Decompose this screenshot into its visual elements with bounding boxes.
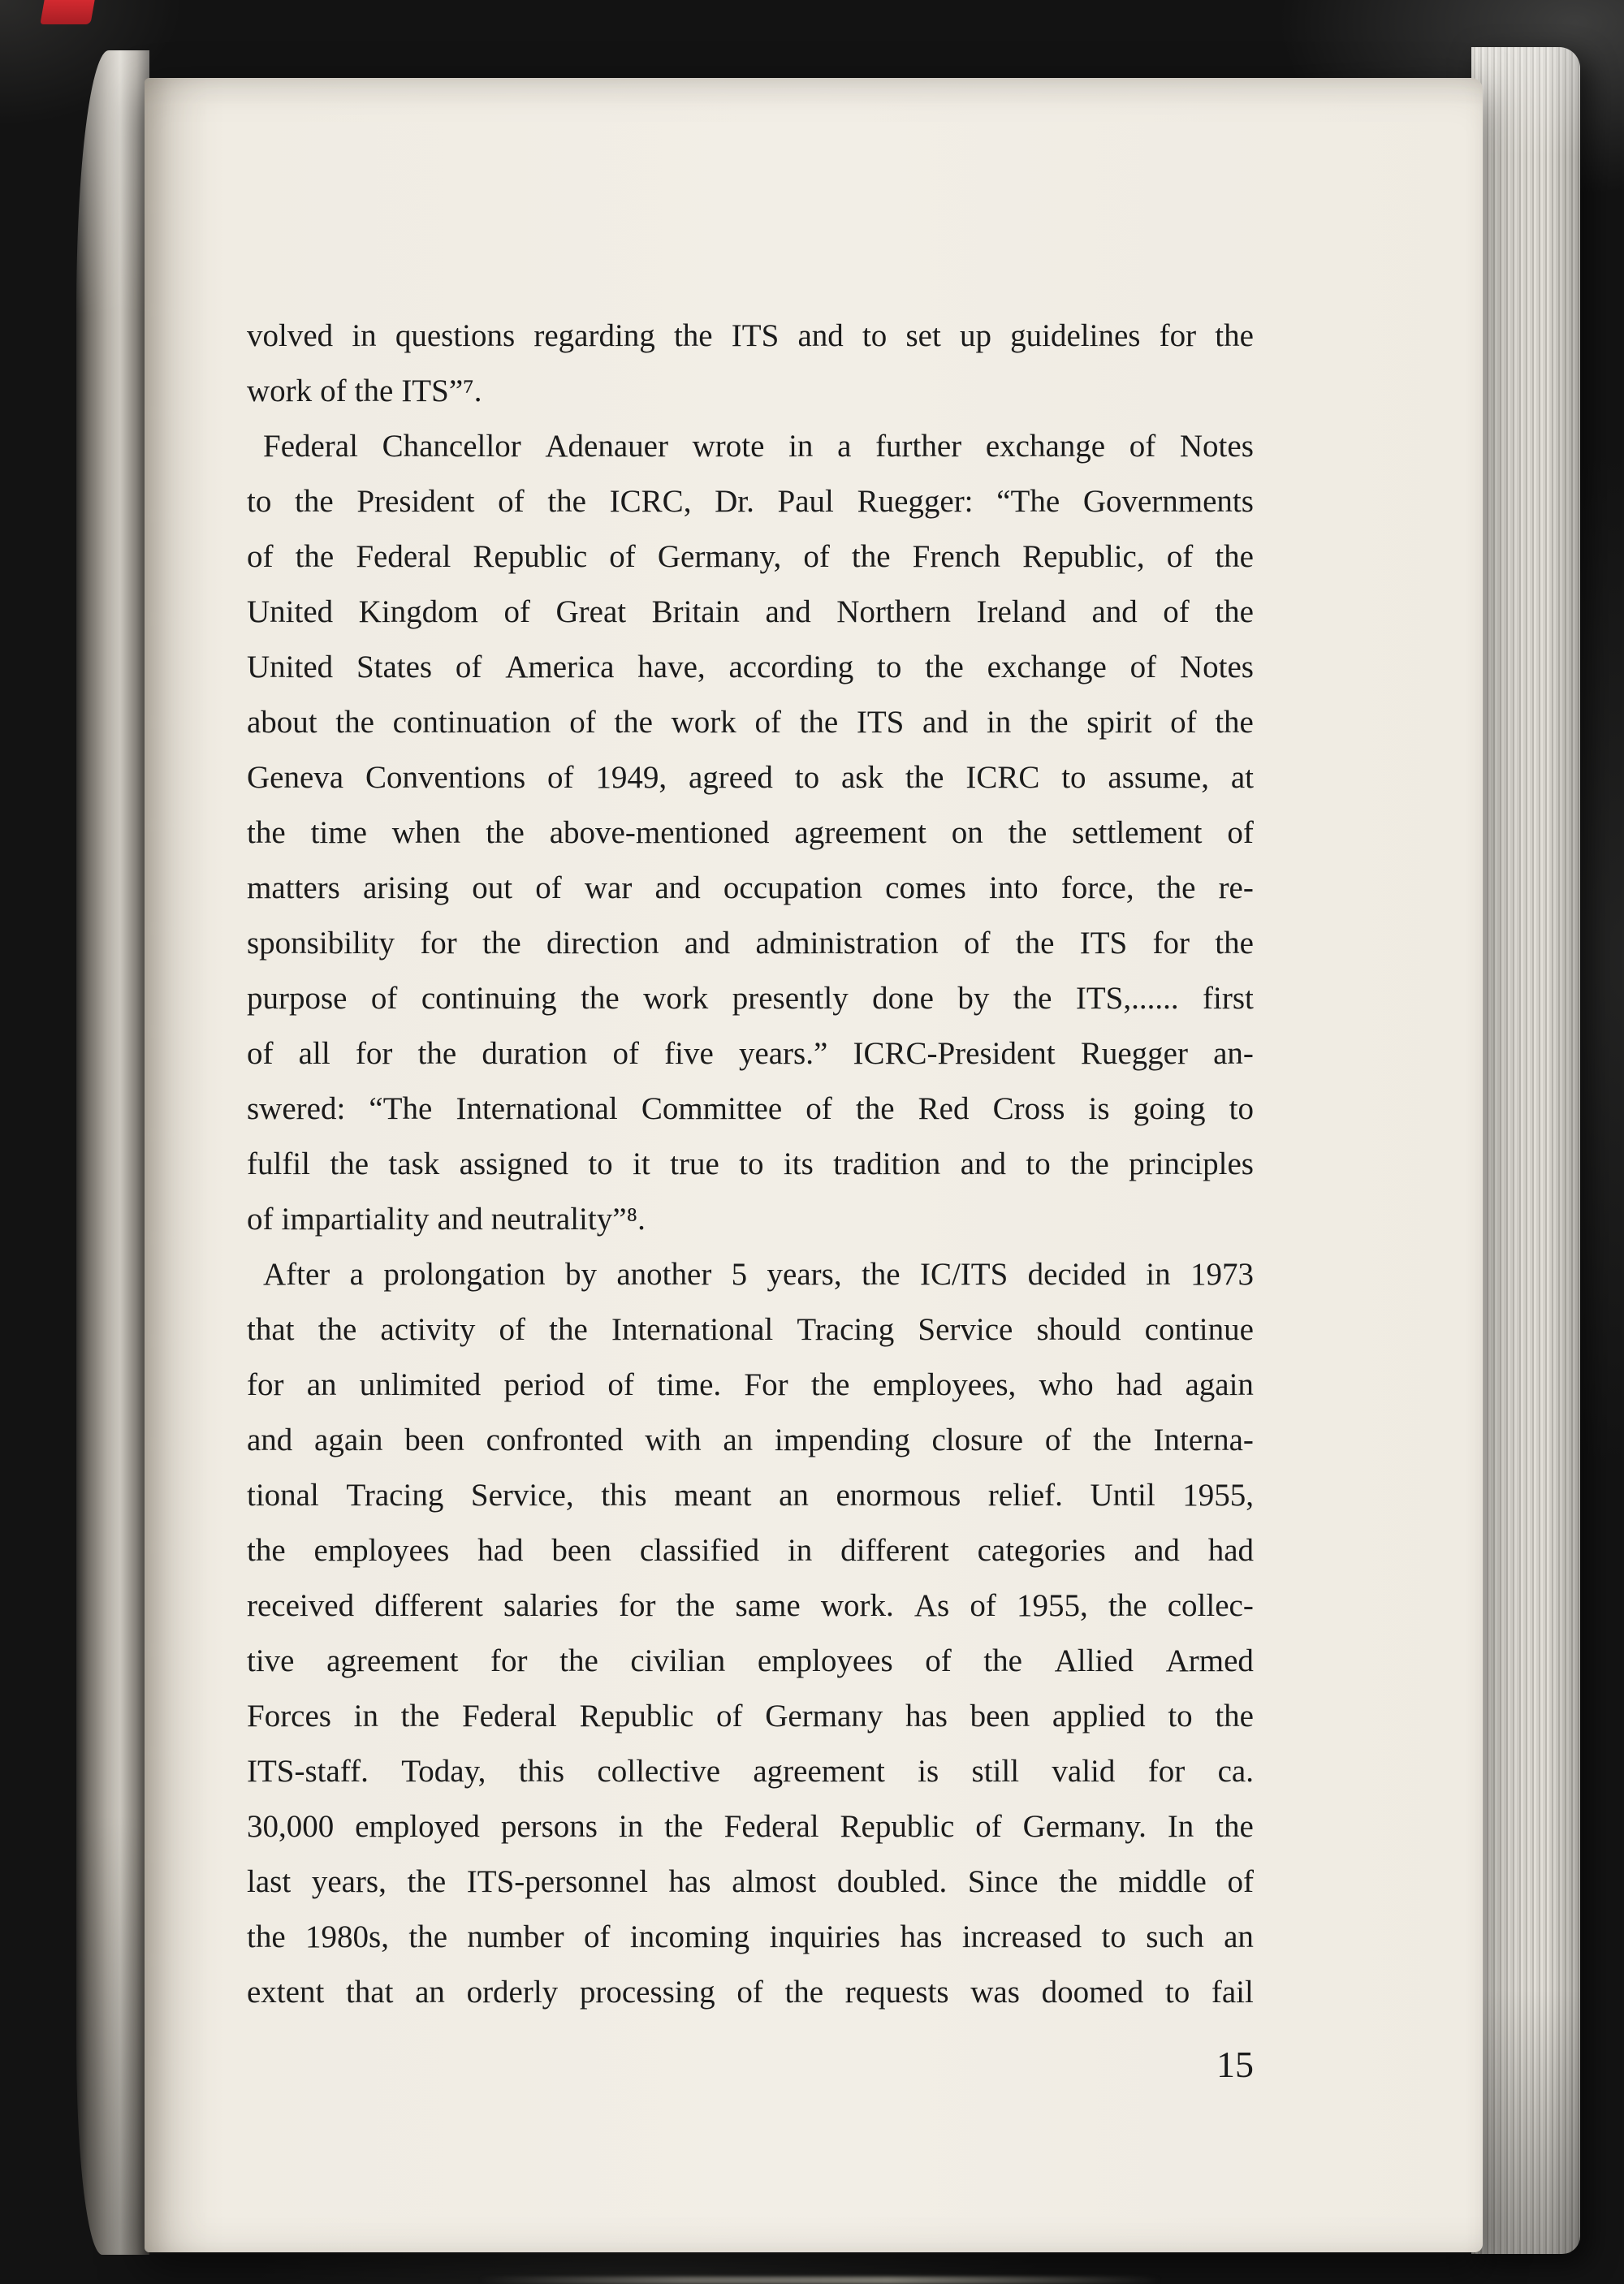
left-page-edge	[76, 50, 149, 2255]
text-line: last years, the ITS-personnel has almost doubled. Since the middle of	[247, 1864, 1254, 1899]
text-line: that the activity of the International Tracing Service should continue	[247, 1312, 1254, 1347]
text-line: the employees had been classified in different categories and had	[247, 1533, 1254, 1568]
text-line: the 1980s, the number of incoming inquiries has increased to such an	[247, 1919, 1254, 1954]
text-line: 30,000 employed persons in the Federal Republic of Germany. In the	[247, 1809, 1254, 1844]
text-line: extent that an orderly processing of the requests was doomed to fail	[247, 1975, 1254, 2010]
text-line: swered: “The International Committee of the Red Cross is going to	[247, 1091, 1254, 1126]
page-stack-fore-edge	[1471, 47, 1580, 2254]
text-line: of all for the duration of five years.” ICRC-President Ruegger an-	[247, 1036, 1254, 1071]
page-number: 15	[1216, 2044, 1254, 2085]
text-line: purpose of continuing the work presently done by the ITS,...... first	[247, 981, 1254, 1016]
text-line: work of the ITS”⁷.	[247, 373, 482, 408]
text-line: sponsibility for the direction and administration of the ITS for the	[247, 926, 1254, 961]
text-line: about the continuation of the work of the ITS and in the spirit of the	[247, 705, 1254, 740]
book-page	[145, 78, 1483, 2252]
red-bookmark-tab	[40, 0, 94, 24]
text-line: volved in questions regarding the ITS and to set up guidelines for the	[247, 318, 1254, 353]
text-line: to the President of the ICRC, Dr. Paul Ruegger: “The Governments	[247, 484, 1254, 519]
text-line: ITS-staff. Today, this collective agreement is still valid for ca.	[247, 1754, 1254, 1789]
text-line: for an unlimited period of time. For the employees, who had again	[247, 1367, 1254, 1402]
text-line: fulfil the task assigned to it true to its tradition and to the principles	[247, 1146, 1254, 1181]
text-line: matters arising out of war and occupation comes into force, the re-	[247, 870, 1254, 905]
text-line: United States of America have, according to the exchange of Notes	[247, 650, 1254, 684]
text-line: After a prolongation by another 5 years, the IC/ITS decided in 1973	[263, 1257, 1254, 1292]
text-line: the time when the above-mentioned agreement on the settlement of	[247, 815, 1254, 850]
text-line: United Kingdom of Great Britain and Northern Ireland and of the	[247, 594, 1254, 629]
text-line: and again been confronted with an impending closure of the Interna-	[247, 1423, 1254, 1457]
text-line: of the Federal Republic of Germany, of the French Republic, of the	[247, 539, 1254, 574]
text-line: tive agreement for the civilian employees of the Allied Armed	[247, 1643, 1254, 1678]
text-line: Federal Chancellor Adenauer wrote in a further exchange of Notes	[263, 429, 1254, 464]
text-line: of impartiality and neutrality”⁸.	[247, 1202, 646, 1237]
text-line: tional Tracing Service, this meant an enormous relief. Until 1955,	[247, 1478, 1254, 1513]
text-line: Forces in the Federal Republic of Germany has been applied to the	[247, 1699, 1254, 1734]
text-line: Geneva Conventions of 1949, agreed to ask the ICRC to assume, at	[247, 760, 1254, 795]
bottom-edge-highlight	[479, 2277, 1161, 2284]
text-line: received different salaries for the same work. As of 1955, the collec-	[247, 1588, 1254, 1623]
page-text	[247, 309, 1254, 2020]
